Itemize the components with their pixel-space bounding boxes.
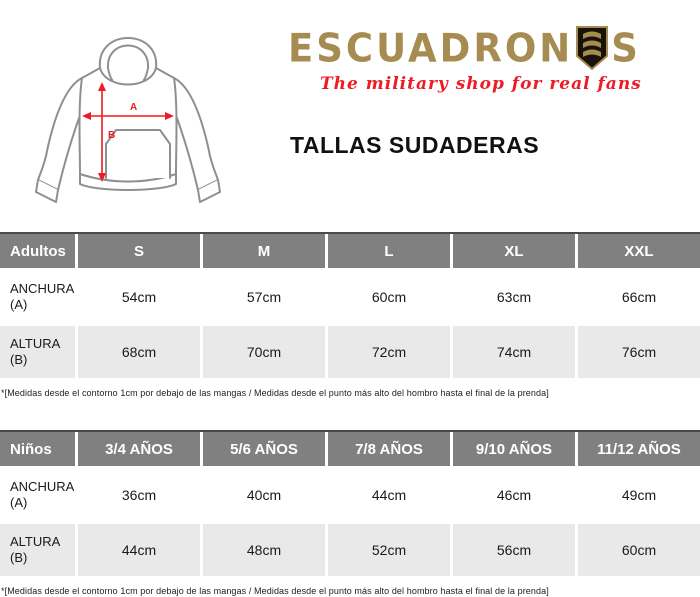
measurement-value: 76cm xyxy=(578,326,700,378)
tables-gap xyxy=(0,398,700,430)
page-title: TALLAS SUDADERAS xyxy=(290,132,540,158)
row-label xyxy=(0,271,75,323)
row-label-sub: (B) xyxy=(10,550,28,565)
size-table xyxy=(0,430,700,576)
table-corner-header: Adultos xyxy=(0,234,75,268)
row-label-sub: (B) xyxy=(10,352,28,367)
measurement-value: 46cm xyxy=(453,469,575,521)
hoodie-drawing-icon xyxy=(18,6,238,211)
table-corner-header: Niños xyxy=(0,432,75,466)
row-label-main: ANCHURA xyxy=(10,478,75,494)
measurement-value: 36cm xyxy=(78,469,200,521)
size-column-header: XL xyxy=(453,234,575,268)
size-column-header: L xyxy=(328,234,450,268)
row-label xyxy=(0,469,75,521)
size-tables-area xyxy=(0,232,700,596)
row-label xyxy=(0,326,75,378)
size-column-header: 11/12 AÑOS xyxy=(578,432,700,466)
adults-size-table-container xyxy=(0,232,700,398)
brand-wordmark-left: ESCUADRON xyxy=(288,25,574,71)
brand-slogan: The military shop for real fans xyxy=(320,74,642,94)
measurement-value: 44cm xyxy=(78,524,200,576)
size-column-header: 5/6 AÑOS xyxy=(203,432,325,466)
kids-size-table-container xyxy=(0,430,700,596)
measurement-value: 68cm xyxy=(78,326,200,378)
row-label-main: ALTURA xyxy=(10,533,61,549)
row-label-main: ANCHURA xyxy=(10,280,75,296)
measurement-value: 72cm xyxy=(328,326,450,378)
size-column-header: M xyxy=(203,234,325,268)
size-table xyxy=(0,232,700,378)
row-label-sub: (A) xyxy=(10,495,28,510)
measurement-value: 60cm xyxy=(578,524,700,576)
measurement-value: 57cm xyxy=(203,271,325,323)
size-column-header: 3/4 AÑOS xyxy=(78,432,200,466)
size-column-header: 9/10 AÑOS xyxy=(453,432,575,466)
row-label xyxy=(0,524,75,576)
measurement-value: 66cm xyxy=(578,271,700,323)
measurement-note: *[Medidas desde el contorno 1cm por debajo de las mangas / Medidas desde el punto más alto del hombro hasta el final de la prenda] xyxy=(1,586,549,596)
row-label-sub: (A) xyxy=(10,297,28,312)
measurement-value: 60cm xyxy=(328,271,450,323)
measure-label-b: B xyxy=(108,130,116,141)
row-label-main: ALTURA xyxy=(10,335,61,351)
size-column-header: 7/8 AÑOS xyxy=(328,432,450,466)
measurement-value: 56cm xyxy=(453,524,575,576)
size-column-header: S xyxy=(78,234,200,268)
measurement-value: 63cm xyxy=(453,271,575,323)
size-column-header: XXL xyxy=(578,234,700,268)
brand-logo xyxy=(288,26,688,94)
measurement-value: 40cm xyxy=(203,469,325,521)
measurement-value: 74cm xyxy=(453,326,575,378)
hoodie-measurement-diagram xyxy=(18,6,238,211)
brand-wordmark xyxy=(288,26,688,70)
page-header xyxy=(0,0,700,230)
measurement-value: 48cm xyxy=(203,524,325,576)
measurement-value: 49cm xyxy=(578,469,700,521)
measure-label-a: A xyxy=(130,102,138,113)
measurement-value: 54cm xyxy=(78,271,200,323)
chevron-badge-icon xyxy=(576,26,608,70)
measurement-note: *[Medidas desde el contorno 1cm por debajo de las mangas / Medidas desde el punto más alto del hombro hasta el final de la prenda] xyxy=(1,388,549,398)
measurement-value: 44cm xyxy=(328,469,450,521)
measurement-value: 70cm xyxy=(203,326,325,378)
measurement-value: 52cm xyxy=(328,524,450,576)
brand-wordmark-right: S xyxy=(611,25,641,71)
